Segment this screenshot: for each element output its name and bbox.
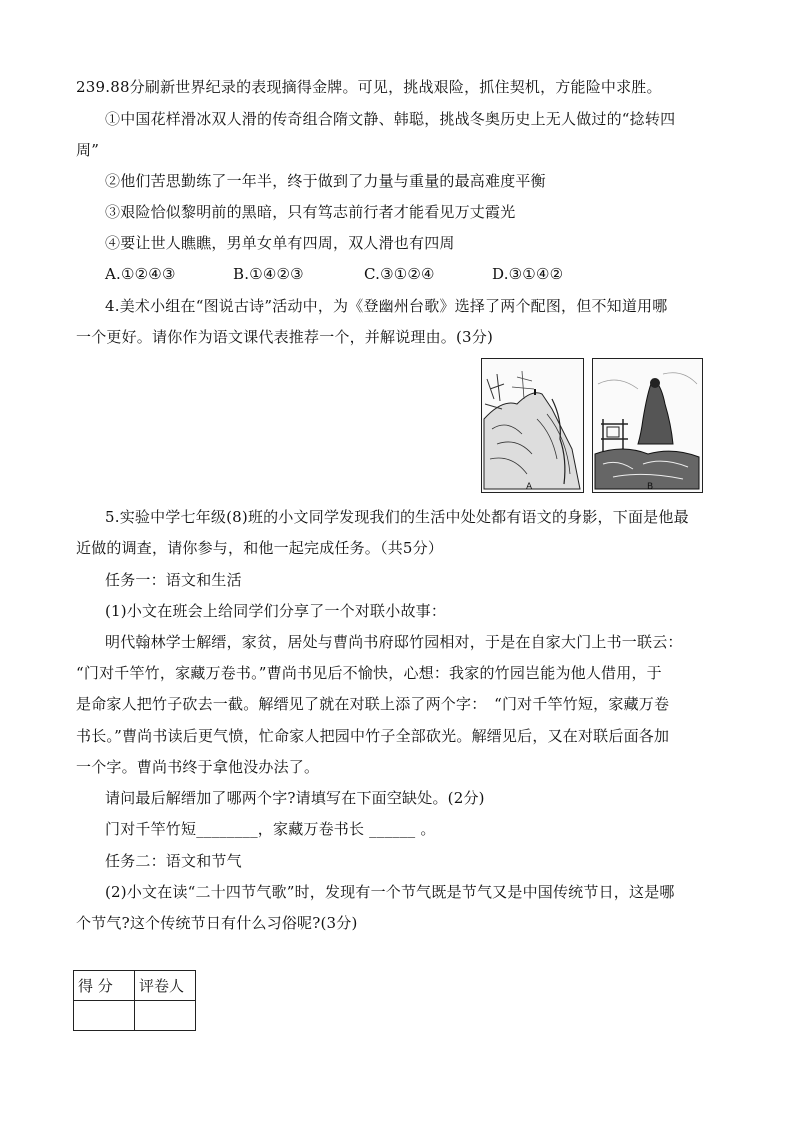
question-5: 5.实验中学七年级(8)班的小文同学发现我们的生活中处处都有语文的身影，下面是他最 bbox=[105, 508, 689, 526]
figure-a bbox=[481, 358, 584, 493]
option-a: A.①②④③ bbox=[105, 265, 176, 283]
question-4: 4.美术小组在“图说古诗”活动中，为《登幽州台歌》选择了两个配图，但不知道用哪 bbox=[105, 297, 668, 315]
text-line: (2)小文在读“二十四节气歌”时，发现有一个节气既是节气又是中国传统节日，这是哪 bbox=[105, 883, 675, 901]
text-line: (1)小文在班会上给同学们分享了一个对联小故事： bbox=[105, 602, 447, 620]
text-line: 是命家人把竹子砍去一截。解缙见了就在对联上添了两个字： “门对千竿竹短，家藏万卷 bbox=[76, 695, 670, 713]
text-line: 239.88分刷新世界纪录的表现摘得金牌。可见，挑战艰险，抓住契机，方能险中求胜。 bbox=[76, 78, 662, 96]
text-line: 个节气?这个传统节日有什么习俗呢?(3分) bbox=[76, 914, 358, 932]
text-line: 周” bbox=[76, 141, 100, 159]
text-line: ③艰险恰似黎明前的黑暗，只有笃志前行者才能看见万丈霞光 bbox=[105, 203, 516, 221]
text-line: 一个更好。请你作为语文课代表推荐一个，并解说理由。(3分) bbox=[76, 328, 494, 346]
text-line: 明代翰林学士解缙，家贫，居处与曹尚书府邸竹园相对，于是在自家大门上书一联云： bbox=[105, 633, 683, 651]
figure-b bbox=[592, 358, 703, 493]
text-line: ①中国花样滑冰双人滑的传奇组合隋文静、韩聪，挑战冬奥历史上无人做过的“捻转四 bbox=[105, 110, 676, 128]
score-header: 得 分 bbox=[74, 971, 135, 1001]
text-line: 请问最后解缙加了哪两个字?请填写在下面空缺处。(2分) bbox=[105, 789, 485, 807]
grader-cell[interactable] bbox=[135, 1001, 196, 1031]
option-c: C.③①②④ bbox=[364, 265, 435, 283]
task-1-heading: 任务一：语文和生活 bbox=[105, 571, 242, 589]
option-d: D.③①④② bbox=[492, 265, 564, 283]
grader-header: 评卷人 bbox=[135, 971, 196, 1001]
text-line: 书长。”曹尚书读后更气愤，忙命家人把园中竹子全部砍光。解缙见后，又在对联后面各加 bbox=[76, 727, 670, 745]
text-line: ②他们苦思勤练了一年半，终于做到了力量与重量的最高难度平衡 bbox=[105, 172, 546, 190]
figure-on-terrace-illustration bbox=[593, 359, 701, 491]
score-cell[interactable] bbox=[74, 1001, 135, 1031]
mountain-landscape-illustration bbox=[482, 359, 582, 491]
option-b: B.①④②③ bbox=[233, 265, 304, 283]
score-table bbox=[73, 970, 196, 1031]
figure-b-label: B bbox=[647, 482, 654, 492]
text-line: 一个字。曹尚书终于拿他没办法了。 bbox=[76, 758, 320, 776]
text-line: ④要让世人瞧瞧，男单女单有四周，双人滑也有四周 bbox=[105, 234, 455, 252]
figure-a-label: A bbox=[526, 482, 533, 492]
text-line: 近做的调查，请你参与，和他一起完成任务。（共5分） bbox=[76, 539, 444, 557]
task-2-heading: 任务二：语文和节气 bbox=[105, 852, 242, 870]
fill-in-blank-line: 门对千竿竹短________，家藏万卷书长 ______ 。 bbox=[105, 820, 436, 838]
text-line: “门对千竿竹，家藏万卷书。”曹尚书见后不愉快，心想：我家的竹园岂能为他人借用，于 bbox=[76, 664, 662, 682]
